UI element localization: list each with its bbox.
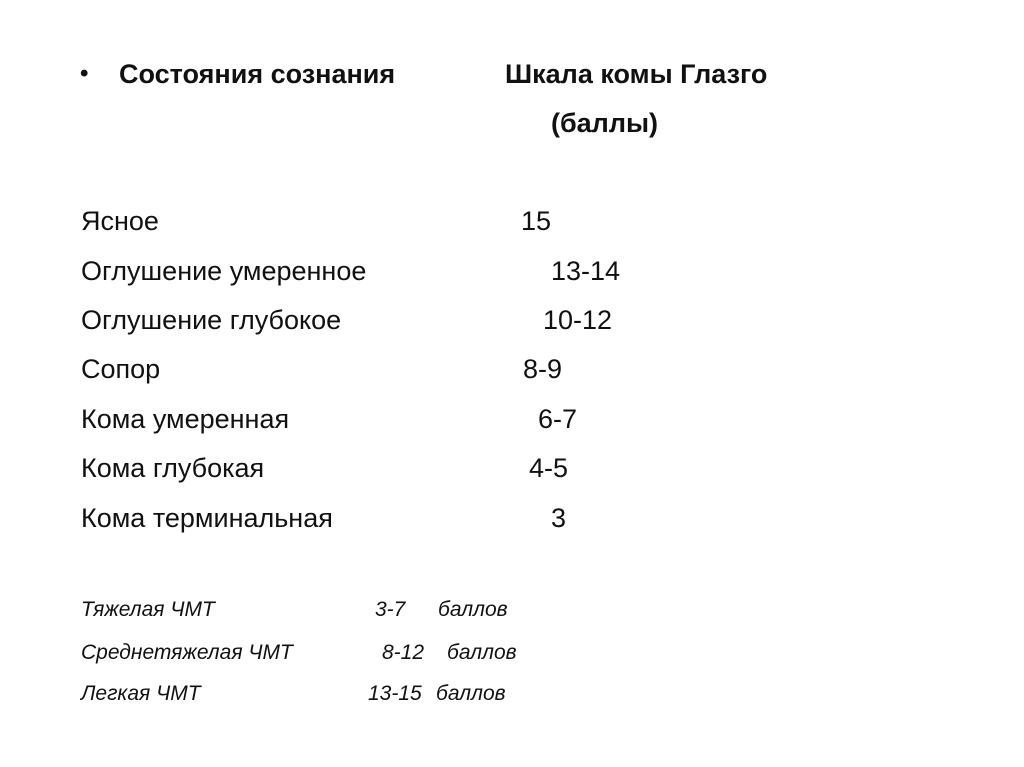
state-name: Оглушение умеренное bbox=[81, 256, 367, 286]
state-score: 13-14 bbox=[551, 256, 621, 286]
state-score: 10-12 bbox=[543, 305, 613, 335]
column-header-units: (баллы) bbox=[551, 108, 659, 138]
state-name: Сопор bbox=[81, 354, 161, 384]
bullet-marker: • bbox=[80, 60, 89, 87]
column-header-states: Состояния сознания bbox=[119, 59, 396, 89]
severity-range: 3-7 bbox=[375, 598, 406, 621]
state-name: Кома глубокая bbox=[81, 453, 265, 483]
severity-label: Легкая ЧМТ bbox=[81, 682, 201, 705]
severity-range: 13-15 bbox=[368, 682, 422, 705]
severity-unit: баллов bbox=[447, 641, 517, 664]
state-score: 8-9 bbox=[523, 354, 563, 384]
severity-unit: баллов bbox=[438, 598, 508, 621]
severity-range: 8-12 bbox=[382, 641, 425, 664]
state-score: 15 bbox=[521, 206, 552, 236]
severity-label: Тяжелая ЧМТ bbox=[81, 598, 215, 621]
column-header-glasgow-scale: Шкала комы Глазго bbox=[505, 59, 768, 89]
state-name: Оглушение глубокое bbox=[81, 305, 342, 335]
state-name: Кома терминальная bbox=[81, 503, 333, 533]
severity-label: Среднетяжелая ЧМТ bbox=[81, 641, 293, 664]
state-score: 3 bbox=[551, 503, 567, 533]
severity-unit: баллов bbox=[436, 682, 506, 705]
state-name: Ясное bbox=[81, 206, 159, 236]
state-score: 6-7 bbox=[538, 404, 578, 434]
state-name: Кома умеренная bbox=[81, 404, 290, 434]
state-score: 4-5 bbox=[529, 453, 569, 483]
